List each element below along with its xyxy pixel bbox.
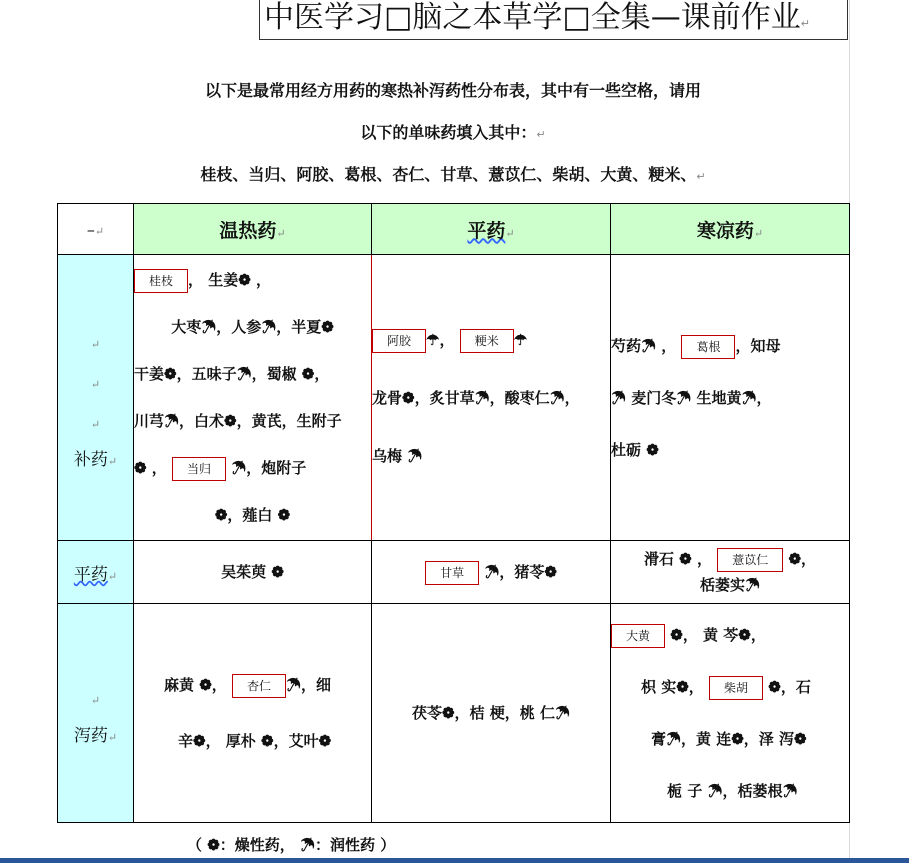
text-line: 桂枝、当归、阿胶、葛根、杏仁、甘草、薏苡仁、柴胡、大黄、粳米、 [200, 165, 697, 184]
cell-purge-warm [134, 604, 372, 823]
text-line: 吴茱萸 ❁ [221, 563, 284, 581]
blank-box-jingmi: 粳米 [460, 329, 514, 353]
text-line: ❁， [788, 550, 817, 568]
text-line: 平药 [467, 219, 506, 242]
cell-purge-cold [611, 604, 850, 823]
text-line: 补药 [73, 450, 108, 470]
text-line: ，知母 [735, 336, 781, 355]
blank-box-chaihu: 柴胡 [709, 676, 763, 700]
text-line: 枳 实❁， [641, 678, 704, 696]
blank-box-danggui: 当归 [172, 457, 226, 481]
cell-neutral-warm [134, 541, 372, 604]
text-line: 温热药 [219, 219, 277, 242]
text-line: 乌梅 ☂ [372, 446, 423, 465]
text-line: ☂， [426, 330, 455, 349]
text-line: ☂ 麦门冬☂ 生地黄☂， [611, 388, 772, 407]
row-label-neutral: 平药↵ [58, 541, 134, 604]
text-line: （ ❁：燥性药， ☂：润性药 ） [187, 836, 396, 854]
document-title: 中医学习□脑之本草学□全集—课前作业↵ [259, 0, 848, 40]
text-line: 麻黄 ❁， [164, 676, 227, 694]
blank-box-xingren: 杏仁 [232, 674, 286, 698]
text-line: ❁，薤白 ❁ [214, 505, 291, 524]
text-line: ❁ ， [134, 458, 167, 477]
right-margin [849, 0, 909, 863]
text-line: ☂ [513, 330, 528, 349]
blank-box-ejiao: 阿胶 [372, 329, 426, 353]
text-line: 以下是最常用经方用药的寒热补泻药性分布表，其中有一些空格，请用 [204, 81, 701, 100]
row-label-purge: ↵ 泻药↵ [58, 604, 134, 823]
cell-purge-neutral [372, 604, 611, 823]
text-line: 寒凉药 [696, 219, 754, 242]
legend [57, 822, 849, 863]
text-line: 龙骨❁，炙甘草☂，酸枣仁☂， [372, 388, 580, 407]
blank-box-dahuang: 大黄 [611, 624, 665, 648]
header-warm: 温热药↵ [134, 204, 372, 255]
text-line: 辛❁， 厚朴 ❁，艾叶❁ [178, 732, 332, 750]
text-line: ❁， 黄 芩❁， [670, 626, 766, 644]
intro-line-1 [57, 78, 849, 101]
text-line: 杜砺 ❁ [611, 440, 659, 459]
cell-tonify-warm [134, 255, 372, 541]
header-neutral: 平药↵ [372, 204, 611, 255]
text-line: 泻药 [73, 725, 108, 746]
text-line: ， 生姜❁ ， [188, 270, 272, 289]
text-line: 芍药☂ ， [611, 336, 677, 355]
text-line: 平药 [73, 564, 108, 585]
text-line: 川芎☂，白术❁，黄芪，生附子 [134, 411, 342, 430]
text-line: 以下的单味药填入其中： [360, 123, 537, 142]
header-cold: 寒凉药↵ [611, 204, 850, 255]
blank-box-gegen: 葛根 [681, 335, 735, 359]
text-line: 大枣☂，人参☂，半夏❁ [171, 317, 334, 336]
text-line: 栀 子 ☂，栝蒌根☂ [667, 782, 798, 800]
intro-line-2: 以下的单味药填入其中：↵ [360, 123, 546, 142]
text-line: 茯苓❁，桔 梗，桃 仁☂ [411, 703, 570, 722]
status-bar-edge [0, 858, 909, 863]
herb-property-table [57, 203, 850, 823]
cell-tonify-cold [611, 255, 850, 541]
intro-line-3: 桂枝、当归、阿胶、葛根、杏仁、甘草、薏苡仁、柴胡、大黄、粳米、↵ [200, 165, 706, 184]
text-line: 中医学习□脑之本草学□全集—课前作业 [264, 0, 801, 35]
cell-tonify-neutral [372, 255, 611, 541]
left-margin [0, 0, 58, 863]
row-label-tonify: ↵ ↵ ↵ 补药↵ [58, 255, 134, 541]
text-line: ☂，细 [286, 676, 332, 694]
text-line: 栝蒌实☂ [699, 576, 760, 594]
text-line: – [86, 219, 95, 239]
blank-box-gancao: 甘草 [425, 561, 479, 585]
blank-box-guizhi: 桂枝 [134, 269, 188, 293]
text-line: ☂，猪苓❁ [484, 563, 557, 581]
table-corner: –↵ [58, 204, 134, 255]
cell-neutral-neutral [372, 541, 611, 604]
text-line: ☂，炮附子 [231, 458, 307, 477]
text-line: 干姜❁，五味子☂，蜀椒 ❁， [134, 364, 330, 383]
blank-box-yiyiren: 薏苡仁 [717, 548, 783, 572]
cell-neutral-cold [611, 541, 850, 604]
text-line: 滑石 ❁ ， [643, 550, 712, 568]
text-line: 膏☂，黄 连❁，泽 泻❁ [651, 730, 807, 748]
text-line: ❁，石 [768, 678, 811, 696]
